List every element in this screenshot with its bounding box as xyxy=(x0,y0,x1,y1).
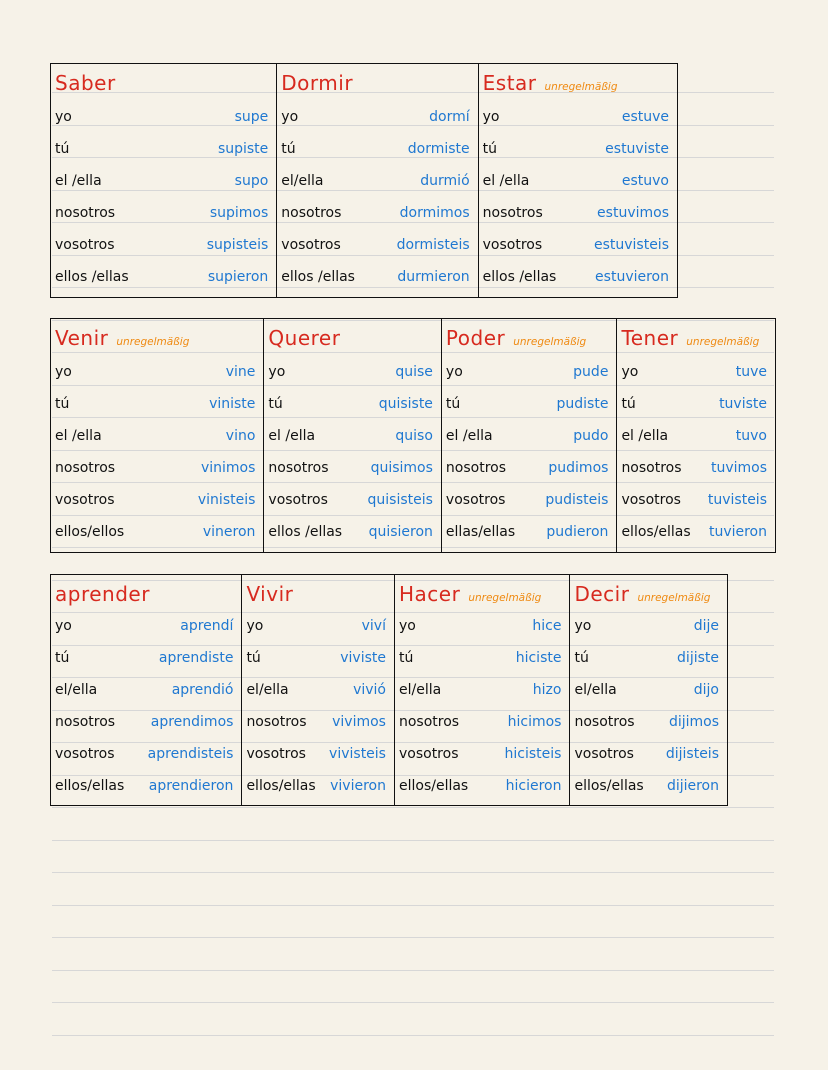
conjugation-row xyxy=(446,484,613,516)
pronoun-label: nosotros xyxy=(281,205,342,221)
pronoun-label: el /ella xyxy=(621,428,669,444)
verb-column-estar xyxy=(479,64,677,297)
pronoun-label: vosotros xyxy=(482,237,543,253)
pronoun-label: vosotros xyxy=(621,492,681,508)
conjugation-row xyxy=(268,420,437,452)
verb-title: Dormir xyxy=(281,71,354,95)
conjugated-form: quisimos xyxy=(370,460,433,476)
verb-column-dormir xyxy=(277,64,478,297)
conjugation-row xyxy=(281,261,473,293)
conjugated-form: dormimos xyxy=(399,205,470,221)
pronoun-label: el /ella xyxy=(268,428,316,444)
conjugated-form: supieron xyxy=(207,269,269,285)
conjugation-row xyxy=(446,452,613,484)
verb-column-tener xyxy=(617,319,775,552)
conjugation-row xyxy=(55,229,272,261)
pronoun-label: vosotros xyxy=(55,746,115,762)
verb-column-poder xyxy=(442,319,618,552)
conjugated-form: pude xyxy=(573,364,609,380)
ruled-line xyxy=(52,970,774,971)
pronoun-label: vosotros xyxy=(574,746,634,762)
conjugation-row xyxy=(399,770,565,802)
conjugation-row xyxy=(399,642,565,674)
conjugation-row xyxy=(621,420,771,452)
verb-column-aprender xyxy=(51,575,242,805)
verb-header xyxy=(281,70,473,96)
pronoun-label: tú xyxy=(574,650,589,666)
conjugated-form: dormiste xyxy=(407,141,470,157)
conjugated-form: vivisteis xyxy=(329,746,386,762)
pronoun-label: tú xyxy=(482,141,498,157)
conjugation-row xyxy=(268,388,437,420)
conjugation-row xyxy=(55,165,272,197)
pronoun-label: tú xyxy=(246,650,261,666)
conjugated-form: dormisteis xyxy=(396,237,470,253)
pronoun-label: ellos/ellas xyxy=(574,778,644,794)
conjugated-form: hizo xyxy=(532,682,562,698)
conjugation-row xyxy=(268,452,437,484)
verb-title: Saber xyxy=(55,71,116,95)
conjugated-form: aprendió xyxy=(171,682,234,698)
conjugated-form: estuvieron xyxy=(595,269,669,285)
conjugated-form: pudieron xyxy=(546,524,609,540)
verb-title: aprender xyxy=(55,582,150,606)
pronoun-label: nosotros xyxy=(268,460,329,476)
pronoun-label: tú xyxy=(268,396,283,412)
conjugation-row xyxy=(281,197,473,229)
pronoun-label: yo xyxy=(281,109,299,125)
conjugation-row xyxy=(246,610,390,642)
pronoun-label: ellos/ellas xyxy=(55,778,125,794)
conjugation-row xyxy=(246,770,390,802)
conjugation-row xyxy=(574,706,723,738)
conjugated-form: dijiste xyxy=(677,650,719,666)
verb-column-venir xyxy=(51,319,264,552)
verb-table-3 xyxy=(50,574,728,806)
verb-header xyxy=(246,581,390,607)
pronoun-label: yo xyxy=(55,618,72,634)
conjugated-form: pudiste xyxy=(556,396,609,412)
pronoun-label: yo xyxy=(621,364,639,380)
pronoun-label: yo xyxy=(398,618,416,634)
verb-title: Poder xyxy=(445,326,506,350)
pronoun-label: el /ella xyxy=(445,428,493,444)
pronoun-label: yo xyxy=(445,364,463,380)
conjugation-row xyxy=(55,706,237,738)
pronoun-label: vosotros xyxy=(55,492,115,508)
conjugated-form: aprendieron xyxy=(148,778,234,794)
conjugated-form: aprendisteis xyxy=(147,746,234,762)
conjugation-row xyxy=(55,610,237,642)
pronoun-label: nosotros xyxy=(621,460,682,476)
conjugated-form: vinimos xyxy=(200,460,256,476)
pronoun-label: vosotros xyxy=(445,492,506,508)
conjugated-form: estuvimos xyxy=(597,205,669,221)
conjugation-row xyxy=(55,770,237,802)
verb-header xyxy=(621,325,771,351)
conjugated-form: estuvo xyxy=(621,173,669,189)
pronoun-label: tú xyxy=(55,650,70,666)
conjugated-form: dormí xyxy=(429,109,470,125)
conjugation-row xyxy=(55,484,259,516)
irregular-note: unregelmäßig xyxy=(468,592,542,604)
conjugated-form: supo xyxy=(234,173,269,189)
conjugated-form: tuvo xyxy=(735,428,767,444)
conjugation-row xyxy=(268,484,437,516)
conjugated-form: supiste xyxy=(217,141,269,157)
pronoun-label: el /ella xyxy=(55,428,102,444)
conjugated-form: viniste xyxy=(209,396,256,412)
conjugation-row xyxy=(55,133,272,165)
conjugation-row xyxy=(483,101,673,133)
conjugation-row xyxy=(268,356,437,388)
pronoun-label: ellos /ellas xyxy=(268,524,343,540)
pronoun-label: yo xyxy=(246,618,264,634)
conjugated-form: hicimos xyxy=(507,714,562,730)
conjugated-form: dijo xyxy=(693,682,719,698)
pronoun-label: yo xyxy=(268,364,286,380)
verb-header xyxy=(399,581,565,607)
conjugated-form: tuvimos xyxy=(710,460,767,476)
conjugated-form: estuve xyxy=(621,109,669,125)
conjugation-row xyxy=(483,165,673,197)
conjugated-form: hicieron xyxy=(505,778,562,794)
conjugated-form: supisteis xyxy=(206,237,269,253)
conjugation-row xyxy=(483,261,673,293)
conjugation-row xyxy=(574,770,723,802)
verb-title: Venir xyxy=(55,326,109,350)
conjugated-form: tuvieron xyxy=(708,524,767,540)
pronoun-label: vosotros xyxy=(246,746,306,762)
ruled-line xyxy=(52,1002,774,1003)
conjugation-row xyxy=(621,516,771,548)
verb-header xyxy=(55,70,272,96)
conjugated-form: vivió xyxy=(353,682,386,698)
conjugated-form: pudimos xyxy=(548,460,609,476)
conjugated-form: supimos xyxy=(209,205,269,221)
conjugation-row xyxy=(574,642,723,674)
pronoun-label: el/ella xyxy=(246,682,289,698)
conjugated-form: hice xyxy=(532,618,562,634)
pronoun-label: nosotros xyxy=(246,714,307,730)
pronoun-label: el /ella xyxy=(482,173,530,189)
conjugation-row xyxy=(268,516,437,548)
conjugated-form: estuviste xyxy=(605,141,669,157)
pronoun-label: tú xyxy=(445,396,461,412)
pronoun-label: nosotros xyxy=(55,460,116,476)
conjugated-form: dijimos xyxy=(668,714,719,730)
conjugated-form: supe xyxy=(234,109,269,125)
conjugation-row xyxy=(483,133,673,165)
verb-header xyxy=(574,581,723,607)
pronoun-label: yo xyxy=(574,618,592,634)
pronoun-label: el/ella xyxy=(55,682,98,698)
pronoun-label: nosotros xyxy=(55,714,116,730)
conjugation-row xyxy=(446,388,613,420)
conjugated-form: dijisteis xyxy=(665,746,719,762)
conjugated-form: dije xyxy=(693,618,719,634)
conjugation-row xyxy=(246,706,390,738)
pronoun-label: tú xyxy=(55,141,70,157)
pronoun-label: ellos/ellas xyxy=(398,778,469,794)
pronoun-label: el/ella xyxy=(574,682,617,698)
irregular-note: unregelmäßig xyxy=(513,336,587,348)
conjugation-row xyxy=(246,642,390,674)
ruled-line xyxy=(52,807,774,808)
verb-table-1 xyxy=(50,63,678,298)
conjugated-form: durmieron xyxy=(397,269,470,285)
ruled-line xyxy=(52,905,774,906)
pronoun-label: ellos/ellas xyxy=(621,524,691,540)
conjugation-row xyxy=(574,610,723,642)
verb-table-2 xyxy=(50,318,776,553)
verb-column-vivir xyxy=(242,575,395,805)
pronoun-label: nosotros xyxy=(445,460,507,476)
conjugated-form: tuviste xyxy=(719,396,767,412)
verb-title: Querer xyxy=(268,326,341,350)
verb-header xyxy=(483,70,673,96)
conjugation-row xyxy=(55,674,237,706)
conjugation-row xyxy=(55,388,259,420)
pronoun-label: ellos/ellas xyxy=(246,778,316,794)
irregular-note: unregelmäßig xyxy=(544,81,618,93)
pronoun-label: vosotros xyxy=(398,746,459,762)
conjugation-row xyxy=(55,197,272,229)
verb-title: Tener xyxy=(621,326,679,350)
conjugation-row xyxy=(55,642,237,674)
conjugation-row xyxy=(55,101,272,133)
conjugation-row xyxy=(446,420,613,452)
verb-column-hacer xyxy=(395,575,570,805)
conjugated-form: vinisteis xyxy=(197,492,256,508)
conjugation-row xyxy=(399,610,565,642)
pronoun-label: tú xyxy=(621,396,636,412)
conjugated-form: dijieron xyxy=(666,778,719,794)
conjugated-form: vineron xyxy=(202,524,256,540)
pronoun-label: yo xyxy=(55,109,72,125)
conjugation-row xyxy=(246,738,390,770)
pronoun-label: ellos/ellos xyxy=(55,524,125,540)
conjugated-form: quisiste xyxy=(378,396,433,412)
conjugation-row xyxy=(574,674,723,706)
conjugation-row xyxy=(55,261,272,293)
conjugated-form: aprendiste xyxy=(158,650,234,666)
conjugation-row xyxy=(446,356,613,388)
conjugation-row xyxy=(621,388,771,420)
ruled-line xyxy=(52,937,774,938)
conjugation-row xyxy=(446,516,613,548)
conjugated-form: vivimos xyxy=(332,714,386,730)
conjugation-row xyxy=(55,738,237,770)
verb-header xyxy=(268,325,437,351)
irregular-note: unregelmäßig xyxy=(637,592,711,604)
conjugated-form: viví xyxy=(361,618,386,634)
conjugation-row xyxy=(281,101,473,133)
irregular-note: unregelmäßig xyxy=(116,336,190,348)
pronoun-label: nosotros xyxy=(574,714,635,730)
irregular-note: unregelmäßig xyxy=(686,336,760,348)
conjugation-row xyxy=(399,738,565,770)
conjugated-form: quise xyxy=(395,364,433,380)
conjugated-form: tuvisteis xyxy=(707,492,767,508)
verb-header xyxy=(446,325,613,351)
conjugated-form: hicisteis xyxy=(504,746,562,762)
pronoun-label: ellos /ellas xyxy=(55,269,129,285)
ruled-line xyxy=(52,872,774,873)
conjugated-form: quiso xyxy=(395,428,433,444)
conjugation-row xyxy=(574,738,723,770)
pronoun-label: vosotros xyxy=(55,237,115,253)
conjugation-row xyxy=(399,706,565,738)
conjugated-form: aprendimos xyxy=(150,714,234,730)
conjugation-row xyxy=(55,420,259,452)
pronoun-label: yo xyxy=(482,109,500,125)
conjugation-row xyxy=(483,197,673,229)
verb-column-decir xyxy=(570,575,727,805)
pronoun-label: ellas/ellas xyxy=(445,524,516,540)
conjugated-form: vine xyxy=(225,364,256,380)
conjugated-form: hiciste xyxy=(515,650,562,666)
verb-header xyxy=(55,581,237,607)
pronoun-label: el /ella xyxy=(55,173,102,189)
conjugation-row xyxy=(55,516,259,548)
conjugation-row xyxy=(246,674,390,706)
verb-title: Vivir xyxy=(246,582,294,606)
conjugated-form: quisisteis xyxy=(367,492,433,508)
pronoun-label: nosotros xyxy=(398,714,460,730)
conjugation-row xyxy=(281,165,473,197)
pronoun-label: tú xyxy=(398,650,414,666)
verb-title: Decir xyxy=(574,582,630,606)
conjugated-form: vino xyxy=(225,428,256,444)
conjugation-row xyxy=(281,133,473,165)
conjugation-row xyxy=(281,229,473,261)
conjugated-form: aprendí xyxy=(180,618,234,634)
conjugated-form: estuvisteis xyxy=(593,237,669,253)
conjugated-form: pudisteis xyxy=(545,492,609,508)
ruled-line xyxy=(52,840,774,841)
pronoun-label: ellos /ellas xyxy=(281,269,355,285)
conjugation-row xyxy=(55,452,259,484)
conjugated-form: viviste xyxy=(340,650,386,666)
pronoun-label: tú xyxy=(281,141,296,157)
conjugation-row xyxy=(621,484,771,516)
conjugation-row xyxy=(55,356,259,388)
verb-title: Hacer xyxy=(398,582,461,606)
verb-header xyxy=(55,325,259,351)
verb-column-querer xyxy=(264,319,442,552)
conjugation-row xyxy=(399,674,565,706)
pronoun-label: el/ella xyxy=(281,173,324,189)
conjugation-row xyxy=(621,356,771,388)
ruled-line xyxy=(52,1035,774,1036)
conjugated-form: pudo xyxy=(573,428,609,444)
conjugated-form: durmió xyxy=(420,173,470,189)
conjugation-row xyxy=(621,452,771,484)
conjugated-form: vivieron xyxy=(330,778,386,794)
conjugated-form: quisieron xyxy=(368,524,433,540)
pronoun-label: vosotros xyxy=(281,237,341,253)
pronoun-label: nosotros xyxy=(55,205,116,221)
pronoun-label: ellos /ellas xyxy=(482,269,557,285)
pronoun-label: el/ella xyxy=(398,682,442,698)
verb-title: Estar xyxy=(482,71,537,95)
pronoun-label: vosotros xyxy=(268,492,328,508)
verb-column-saber xyxy=(51,64,277,297)
conjugated-form: tuve xyxy=(735,364,767,380)
conjugation-row xyxy=(483,229,673,261)
pronoun-label: tú xyxy=(55,396,70,412)
pronoun-label: yo xyxy=(55,364,72,380)
pronoun-label: nosotros xyxy=(482,205,543,221)
